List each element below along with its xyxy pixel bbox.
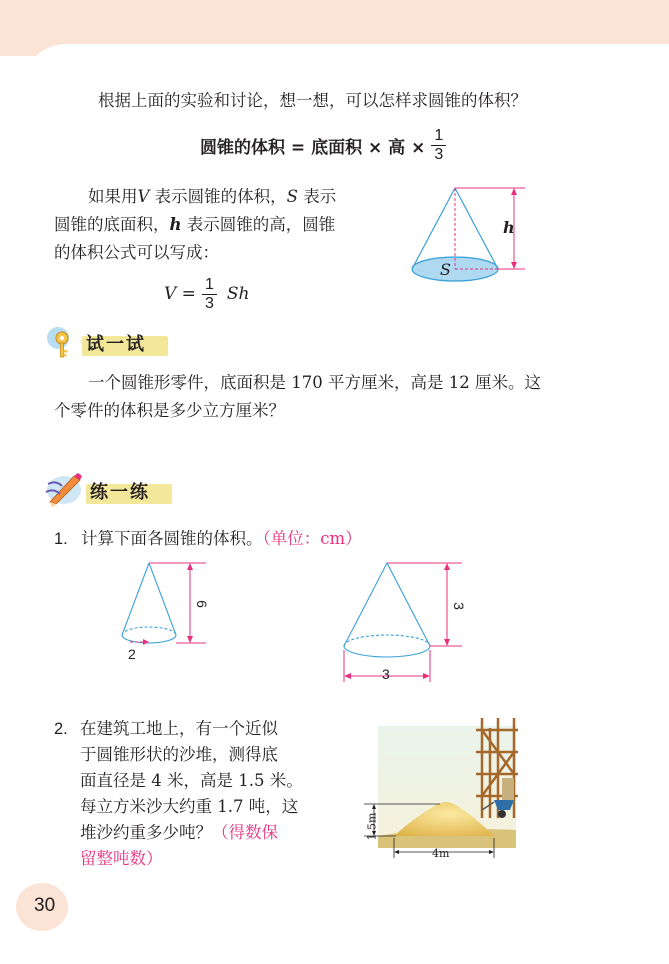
explain-line-1	[88, 184, 336, 210]
q2-note: （得数保	[212, 823, 278, 842]
formula-sh: Sh	[226, 284, 250, 304]
q2-line-2: 于圆锥形状的沙堆，测得底	[80, 745, 278, 764]
explain-text: 表示圆锥的高，圆锥	[186, 215, 336, 234]
cone-1-diagram	[110, 558, 220, 666]
explain-text: 圆锥的底面积，	[54, 215, 170, 234]
fraction-denominator: 3	[202, 294, 217, 313]
cone-2-diagram	[330, 558, 470, 686]
formula-v: V =	[164, 284, 196, 304]
explain-text: 如果用	[88, 187, 138, 206]
fraction-one-third-2	[202, 276, 217, 313]
q1-number: 1.	[54, 530, 68, 548]
cone-1-height: 6	[193, 600, 210, 608]
label-h: h	[503, 218, 515, 237]
q2-question: 堆沙约重多少吨？	[80, 823, 212, 842]
cone-2-diameter: 3	[382, 666, 390, 682]
formula-words-left: 圆锥的体积 = 底面积 × 高 ×	[200, 137, 426, 158]
symbol-s: S	[286, 187, 298, 206]
key-icon	[44, 324, 80, 360]
fraction-numerator: 1	[204, 275, 214, 293]
explain-text: 表示	[303, 187, 337, 206]
cone-2-height: 3	[450, 602, 467, 610]
try-line-1: 一个圆锥形零件，底面积是 170 平方厘米，高是 12 厘米。这	[88, 373, 541, 392]
q2-line-4: 每立方米沙大约重 1.7 吨，这	[80, 797, 299, 816]
volume-formula-words	[200, 122, 446, 168]
intro-text: 根据上面的实验和讨论，想一想，可以怎样求圆锥的体积？	[98, 91, 527, 110]
symbol-v: V	[137, 187, 150, 206]
fraction-denominator: 3	[431, 145, 446, 164]
explain-line-3: 的体积公式可以写成：	[54, 243, 219, 262]
q1-text: 计算下面各圆锥的体积。	[81, 529, 263, 548]
page-number: 30	[34, 895, 56, 916]
q1-line	[54, 526, 362, 552]
volume-formula-symbols	[164, 270, 249, 318]
try-title: 试一试	[86, 334, 146, 355]
pencil-icon	[44, 470, 86, 510]
cone-diagram	[405, 180, 545, 295]
practice-title: 练一练	[90, 482, 150, 503]
q2-line-5	[80, 820, 278, 846]
q2-line-3: 面直径是 4 米，高是 1.5 米。	[80, 771, 303, 790]
q2-line-6: 留整吨数）	[80, 849, 163, 868]
q2-number: 2.	[54, 720, 68, 738]
q2-line-1: 在建筑工地上，有一个近似	[80, 719, 278, 738]
pile-height-label: 1.5m	[365, 812, 379, 841]
q1-unit: （单位：cm）	[262, 529, 362, 548]
try-line-2: 个零件的体积是多少立方厘米？	[54, 401, 285, 420]
explain-line-2	[54, 212, 335, 238]
explain-text: 表示圆锥的体积，	[154, 187, 287, 206]
pile-diameter-label: 4m	[432, 847, 450, 860]
cone-1-radius: 2	[128, 646, 136, 662]
label-s: S	[440, 260, 451, 279]
sand-pile-illustration	[364, 718, 518, 868]
symbol-h: h	[169, 215, 182, 234]
fraction-numerator: 1	[434, 126, 444, 144]
fraction-one-third	[431, 127, 446, 164]
